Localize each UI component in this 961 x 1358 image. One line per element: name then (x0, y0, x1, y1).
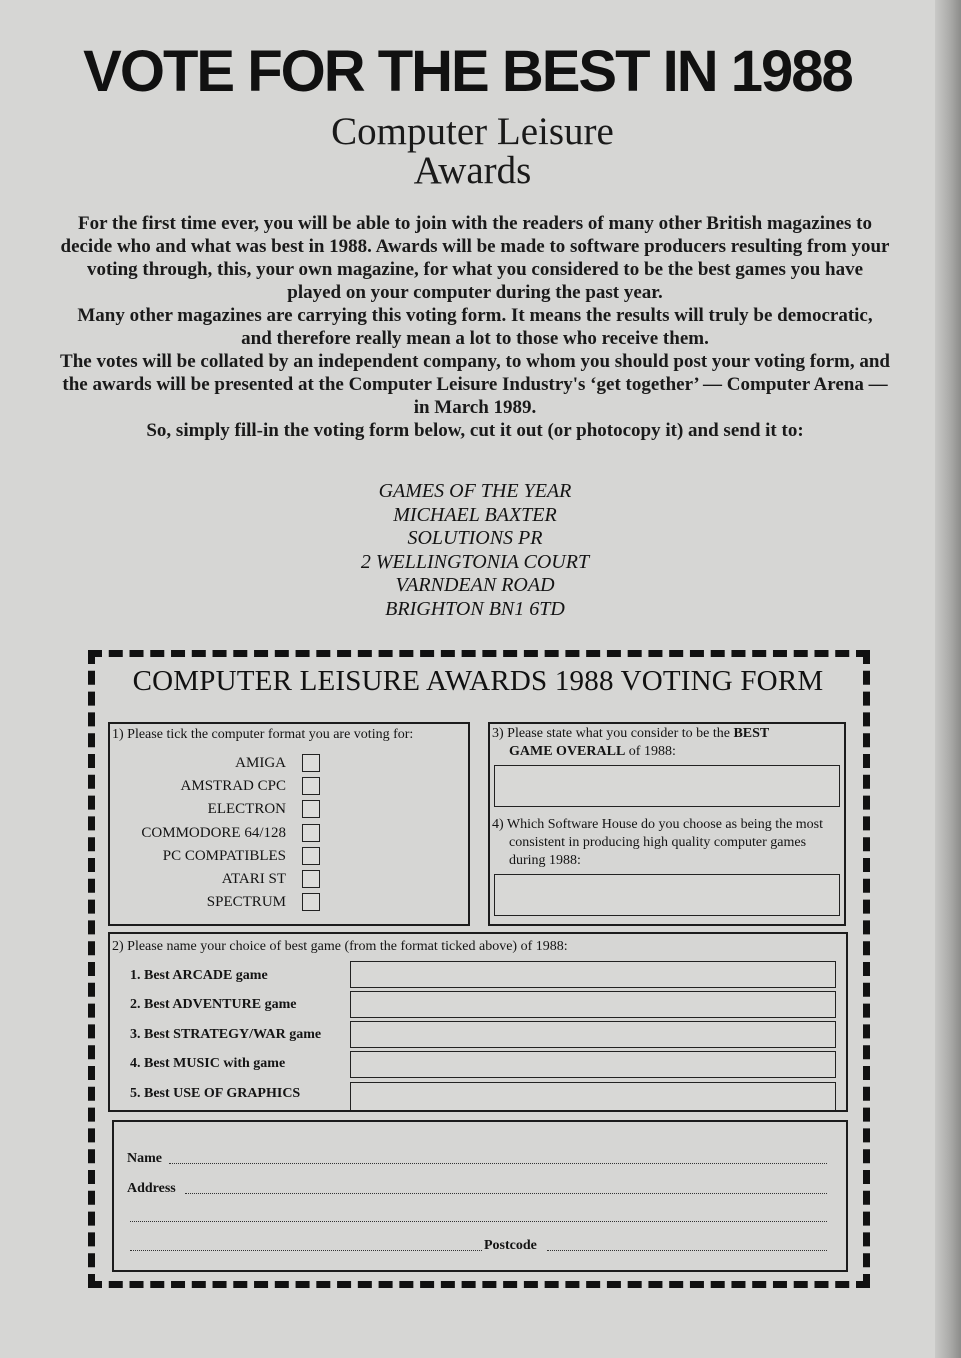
best-game-overall-question (492, 725, 837, 761)
page-edge (935, 0, 961, 1358)
format-label: AMIGA (235, 755, 286, 771)
question-number: 3) (492, 726, 504, 741)
category-field-adventure[interactable] (350, 991, 836, 1018)
category-label-strategy: 3. Best STRATEGY/WAR game (130, 1027, 322, 1042)
question-text: Which Software House do you choose as being the most consistent in producing high quality computer games during 1988: (506, 817, 824, 868)
format-label: ELECTRON (207, 801, 286, 818)
subtitle-line-1: Computer Leisure (331, 110, 614, 153)
subtitle-line-2: Awards (413, 149, 532, 192)
software-house-question (492, 816, 837, 870)
address-line: 2 WELLINGTONIA COURT (360, 550, 590, 573)
address-line: SOLUTIONS PR (407, 527, 543, 549)
address-field-line-3[interactable] (130, 1250, 482, 1251)
question-text: Please name your choice of best game (from the format ticked above) of 1988: (127, 939, 568, 954)
intro-paragraph-3: The votes will be collated by an independent company, to whom you should post your voting form, and the awards will be presented at the Computer Leisure Industry's ‘get together’ — Computer Arena — in March 1989. (60, 351, 890, 418)
address-label: Address (127, 1181, 176, 1196)
format-checkbox[interactable] (302, 847, 320, 865)
address-line: GAMES OF THE YEAR (378, 480, 572, 502)
format-checkbox[interactable] (302, 824, 320, 842)
postcode-label: Postcode (484, 1238, 537, 1253)
format-checkbox[interactable] (302, 754, 320, 772)
address-line: VARNDEAN ROAD (395, 574, 555, 596)
category-question (112, 938, 568, 956)
category-field-strategy[interactable] (350, 1021, 836, 1048)
format-label: SPECTRUM (206, 894, 286, 911)
category-field-music[interactable] (350, 1051, 836, 1078)
intro-text (60, 212, 890, 442)
name-label: Name (127, 1151, 162, 1166)
address-field-line-1[interactable] (185, 1193, 827, 1194)
format-checkbox[interactable] (302, 777, 320, 795)
headline: VOTE FOR THE BEST IN 1988 (83, 39, 852, 104)
format-option-electron[interactable] (115, 798, 330, 821)
voting-form-title: COMPUTER LEISURE AWARDS 1988 VOTING FORM (132, 665, 824, 697)
question-number: 4) (492, 817, 504, 832)
question-text: Please state what you consider to be the (507, 726, 730, 741)
postal-address (0, 480, 950, 621)
intro-paragraph-4: So, simply fill-in the voting form below, cut it out (or photocopy it) and send it to: (146, 420, 804, 441)
format-label: AMSTRAD CPC (180, 778, 286, 795)
subtitle (0, 112, 945, 190)
format-option-commodore[interactable] (115, 822, 330, 845)
postcode-field[interactable] (547, 1250, 827, 1251)
name-field[interactable] (169, 1163, 827, 1164)
question-text: of 1988: (628, 744, 676, 759)
category-label-music: 4. Best MUSIC with game (130, 1056, 286, 1071)
format-question (112, 726, 467, 744)
format-list (115, 752, 330, 914)
format-checkbox[interactable] (302, 870, 320, 888)
question-number: 1) (112, 727, 124, 742)
format-option-amiga[interactable] (115, 752, 330, 775)
format-option-atari-st[interactable] (115, 868, 330, 891)
category-field-graphics[interactable] (350, 1082, 836, 1110)
format-option-pc-compatibles[interactable] (115, 845, 330, 868)
format-label: PC COMPATIBLES (162, 847, 286, 864)
address-field-line-2[interactable] (130, 1221, 827, 1222)
intro-paragraph-2: Many other magazines are carrying this voting form. It means the results will truly be democratic, and therefore really mean a lot to those who receive them. (77, 305, 873, 349)
format-option-spectrum[interactable] (115, 891, 330, 914)
question-number: 2) (112, 939, 124, 954)
best-game-overall-field[interactable] (494, 765, 840, 807)
format-label: ATARI ST (221, 870, 286, 887)
software-house-field[interactable] (494, 874, 840, 916)
format-label: COMMODORE 64/128 (141, 824, 286, 841)
format-checkbox[interactable] (302, 800, 320, 818)
question-emphasis: GAME OVERALL (509, 744, 626, 759)
question-text: Please tick the computer format you are voting for: (127, 727, 414, 742)
format-option-amstrad-cpc[interactable] (115, 775, 330, 798)
category-label-graphics: 5. Best USE OF GRAPHICS (130, 1086, 301, 1101)
category-field-arcade[interactable] (350, 961, 836, 988)
question-emphasis: BEST (733, 726, 770, 741)
category-label-adventure: 2. Best ADVENTURE game (130, 997, 297, 1012)
category-label-arcade: 1. Best ARCADE game (130, 968, 268, 983)
format-checkbox[interactable] (302, 893, 320, 911)
intro-paragraph-1: For the first time ever, you will be able to join with the readers of many other British magazines to decide who and what was best in 1988. Awards will be made to software producers resulting from your voting through, this, your own magazine, for what you considered to be the best games you have played on your computer during the past year. (60, 213, 890, 303)
address-line: MICHAEL BAXTER (393, 503, 557, 526)
address-line: BRIGHTON BN1 6TD (385, 597, 565, 620)
